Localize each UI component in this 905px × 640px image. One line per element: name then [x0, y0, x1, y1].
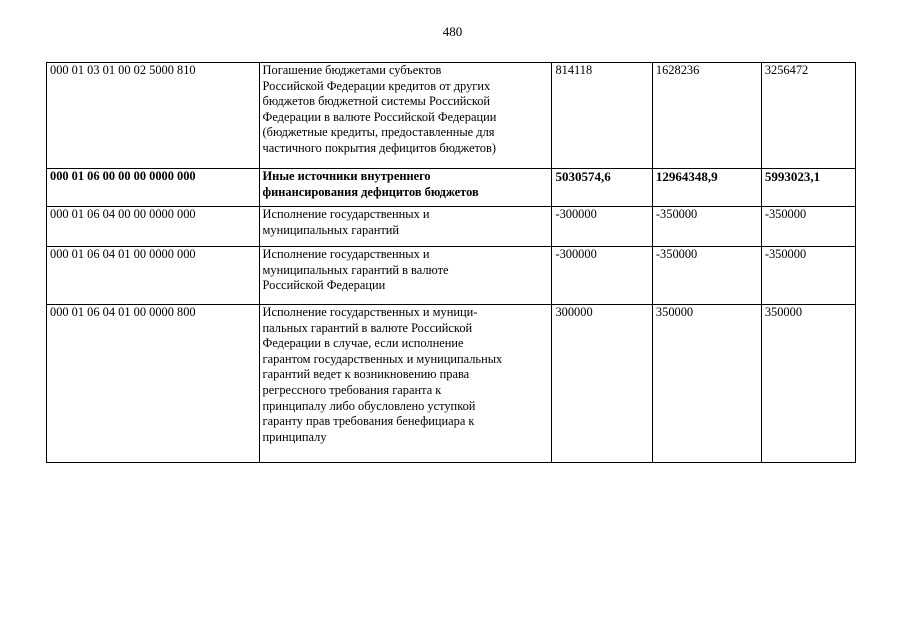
- value-cell-3: -350000: [761, 207, 855, 247]
- description-cell: [259, 305, 552, 463]
- description-text: Исполнение государственных и муници- пальных гарантий в валюте Российской Федерации в случае, если исполнение гарантом государственных и муниципальных гарантий ведет к возникновению права регрессного требования гаранта к принципалу либо обусловлено уступкой гаранту прав требования бенефициара к принципалу: [262, 305, 503, 444]
- table-row: [47, 247, 856, 305]
- budget-code-cell: 000 01 03 01 00 02 5000 810: [47, 63, 260, 169]
- description-cell: [259, 169, 552, 207]
- value-cell-2: -350000: [652, 247, 761, 305]
- value-cell-1: 814118: [552, 63, 652, 169]
- table-row: [47, 169, 856, 207]
- value-cell-2: 1628236: [652, 63, 761, 169]
- table-row: [47, 207, 856, 247]
- value-cell-1: 300000: [552, 305, 652, 463]
- description-text: Иные источники внутреннего финансирования дефицитов бюджетов: [262, 169, 479, 199]
- table-row: [47, 63, 856, 169]
- value-cell-2: 12964348,9: [652, 169, 761, 207]
- description-text: Исполнение государственных и муниципальных гарантий: [262, 207, 430, 237]
- value-cell-3: 3256472: [761, 63, 855, 169]
- description-cell: [259, 247, 552, 305]
- value-cell-2: -350000: [652, 207, 761, 247]
- table-row: [47, 305, 856, 463]
- budget-code-cell: 000 01 06 04 01 00 0000 000: [47, 247, 260, 305]
- budget-sources-table: [46, 62, 856, 463]
- value-cell-3: 350000: [761, 305, 855, 463]
- page-number: 480: [442, 24, 463, 39]
- value-cell-1: 5030574,6: [552, 169, 652, 207]
- value-cell-3: -350000: [761, 247, 855, 305]
- description-text: Погашение бюджетами субъектов Российской Федерации кредитов от других бюджетов бюджетной системы Российской Федерации в валюте Российской Федерации (бюджетные кредиты, предоставленные для частичного покрытия дефицитов бюджетов): [262, 63, 497, 155]
- value-cell-2: 350000: [652, 305, 761, 463]
- description-text: Исполнение государственных и муниципальных гарантий в валюте Российской Федерации: [262, 247, 449, 293]
- value-cell-1: -300000: [552, 207, 652, 247]
- budget-code-cell: 000 01 06 00 00 00 0000 000: [47, 169, 260, 207]
- budget-code-cell: 000 01 06 04 01 00 0000 800: [47, 305, 260, 463]
- value-cell-3: 5993023,1: [761, 169, 855, 207]
- description-cell: [259, 207, 552, 247]
- description-cell: [259, 63, 552, 169]
- value-cell-1: -300000: [552, 247, 652, 305]
- budget-code-cell: 000 01 06 04 00 00 0000 000: [47, 207, 260, 247]
